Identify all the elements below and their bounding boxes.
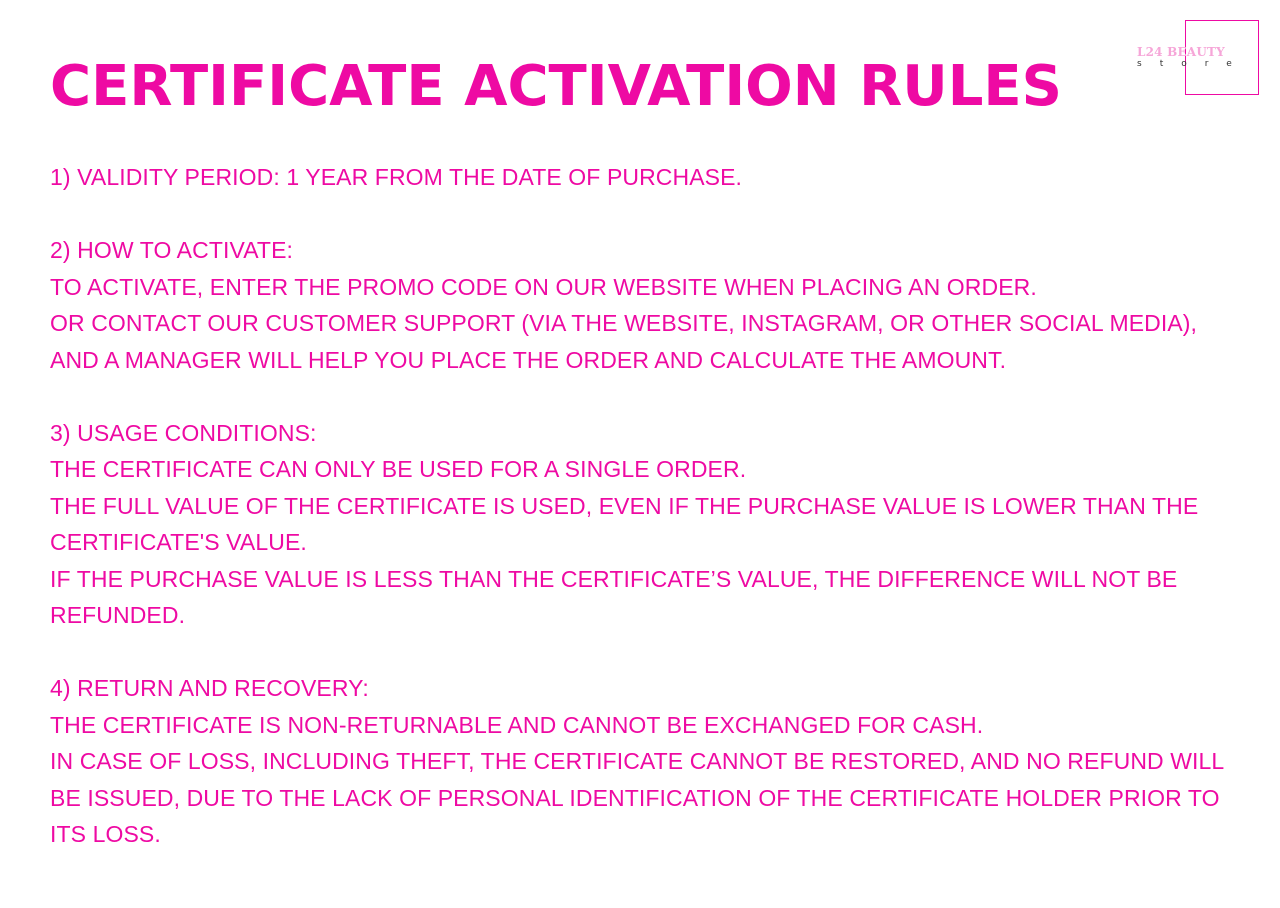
rule-line: IN CASE OF LOSS, INCLUDING THEFT, THE CERTIFICATE CANNOT BE RESTORED, AND NO REFUND WILL — [50, 748, 1225, 774]
rule-line: THE CERTIFICATE CAN ONLY BE USED FOR A SINGLE ORDER. — [50, 456, 747, 482]
rule-heading: 2) HOW TO ACTIVATE: — [50, 237, 294, 263]
rule-line: BE ISSUED, DUE TO THE LACK OF PERSONAL IDENTIFICATION OF THE CERTIFICATE HOLDER PRIOR TO — [50, 784, 1220, 811]
logo-brand-text: L24 BEAUTY — [1137, 45, 1225, 59]
rule-line: CERTIFICATE'S VALUE. — [50, 529, 307, 555]
rule-validity — [50, 159, 1250, 196]
rule-usage — [50, 415, 1250, 634]
rule-heading: 4) RETURN AND RECOVERY: — [50, 675, 369, 701]
rule-line: THE CERTIFICATE IS NON-RETURNABLE AND CANNOT BE EXCHANGED FOR CASH. — [50, 711, 984, 738]
rule-line: ITS LOSS. — [50, 821, 161, 847]
rule-line: 1) VALIDITY PERIOD: 1 YEAR FROM THE DATE OF PURCHASE. — [50, 164, 743, 190]
rule-return — [50, 670, 1250, 853]
rule-line: IF THE PURCHASE VALUE IS LESS THAN THE CERTIFICATE’S VALUE, THE DIFFERENCE WILL NOT BE — [50, 565, 1178, 592]
rule-line: REFUNDED. — [50, 602, 186, 628]
rule-heading: 3) USAGE CONDITIONS: — [50, 419, 317, 446]
rule-line: AND A MANAGER WILL HELP YOU PLACE THE ORDER AND CALCULATE THE AMOUNT. — [50, 346, 1007, 373]
rule-line: TO ACTIVATE, ENTER THE PROMO CODE ON OUR WEBSITE WHEN PLACING AN ORDER. — [50, 273, 1037, 300]
page-title: CERTIFICATE ACTIVATION RULES — [50, 54, 1062, 119]
rule-line: THE FULL VALUE OF THE CERTIFICATE IS USED, EVEN IF THE PURCHASE VALUE IS LOWER THAN THE — [50, 492, 1199, 519]
rule-activation — [50, 232, 1250, 378]
rules-list — [50, 159, 1250, 889]
rule-line: OR CONTACT OUR CUSTOMER SUPPORT (VIA THE WEBSITE, INSTAGRAM, OR OTHER SOCIAL MEDIA), — [50, 310, 1198, 336]
logo-sub-text: store — [1137, 59, 1250, 69]
